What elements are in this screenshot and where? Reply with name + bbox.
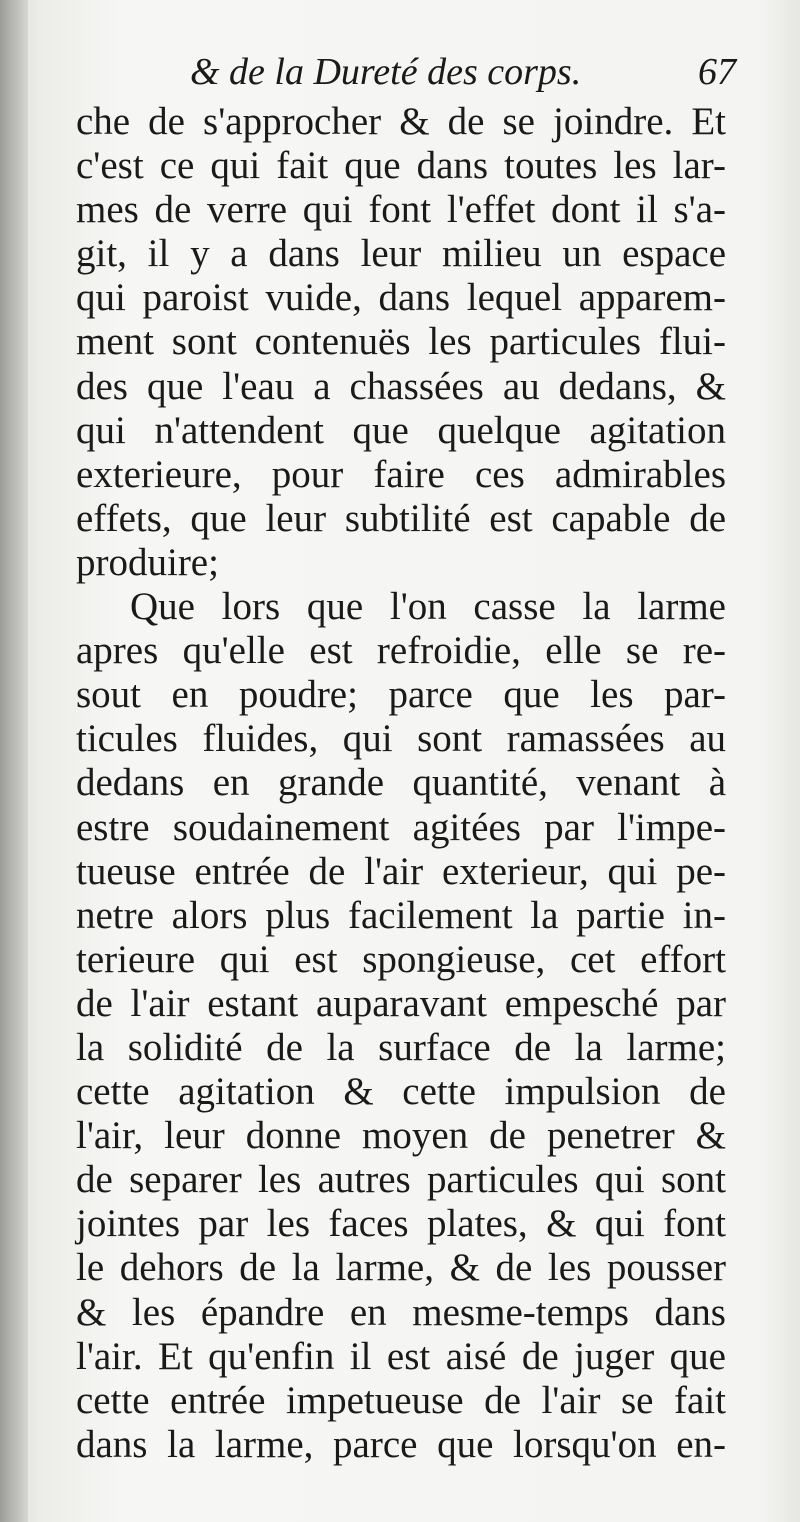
text-line: sout en poudre; parce que les par-	[76, 673, 726, 717]
body-text	[76, 100, 726, 1467]
text-line: git, il y a dans leur milieu un espace	[76, 232, 726, 276]
text-line: jointes par les faces plates, & qui font	[76, 1202, 726, 1246]
text-line: dans la larme, parce que lorsqu'on en-	[76, 1422, 726, 1466]
text-line: qui n'attendent que quelque agitation	[76, 408, 726, 452]
text-line: cette agitation & cette impulsion de	[76, 1070, 726, 1114]
text-line: c'est ce qui fait que dans toutes les lar-	[76, 144, 726, 188]
text-line: dedans en grande quantité, venant à	[76, 761, 726, 805]
text-line: mes de verre qui font l'effet dont il s'a-	[76, 188, 726, 232]
text-line: & les épandre en mesme-temps dans	[76, 1290, 726, 1334]
text-line: produire;	[76, 540, 219, 584]
text-line: tueuse entrée de l'air exterieur, qui pe-	[76, 849, 726, 893]
text-line: apres qu'elle est refroidie, elle se re-	[76, 629, 726, 673]
text-line: l'air. Et qu'enfin il est aisé de juger que	[76, 1334, 726, 1378]
page-number: 67	[698, 51, 736, 93]
text-line: de l'air estant auparavant empesché par	[76, 981, 726, 1025]
text-line: l'air, leur donne moyen de penetrer &	[76, 1114, 726, 1158]
text-line: cette entrée impetueuse de l'air se fait	[76, 1378, 726, 1422]
text-line: estre soudainement agitées par l'impe-	[76, 805, 726, 849]
text-line: qui paroist vuide, dans lequel apparem-	[76, 276, 726, 320]
text-line: la solidité de la surface de la larme;	[76, 1025, 726, 1069]
text-line: effets, que leur subtilité est capable de	[76, 496, 726, 540]
page-header	[190, 50, 750, 102]
text-line: exterieure, pour faire ces admirables	[76, 452, 726, 496]
text-line: ment sont contenuës les particules flui-	[76, 320, 726, 364]
text-line: netre alors plus facilement la partie in-	[76, 893, 726, 937]
text-line: le dehors de la larme, & de les pousser	[76, 1246, 726, 1290]
text-line: de separer les autres particules qui sont	[76, 1158, 726, 1202]
text-line: ticules fluides, qui sont ramassées au	[76, 717, 726, 761]
running-title: & de la Dureté des corps.	[190, 51, 582, 93]
text-line: des que l'eau a chassées au dedans, &	[76, 364, 726, 408]
paragraph-start-line: Que lors que l'on casse la larme	[130, 585, 726, 629]
page-gutter-shadow	[0, 0, 28, 1522]
text-line: terieure qui est spongieuse, cet effort	[76, 937, 726, 981]
text-line: che de s'approcher & de se joindre. Et	[76, 100, 726, 143]
